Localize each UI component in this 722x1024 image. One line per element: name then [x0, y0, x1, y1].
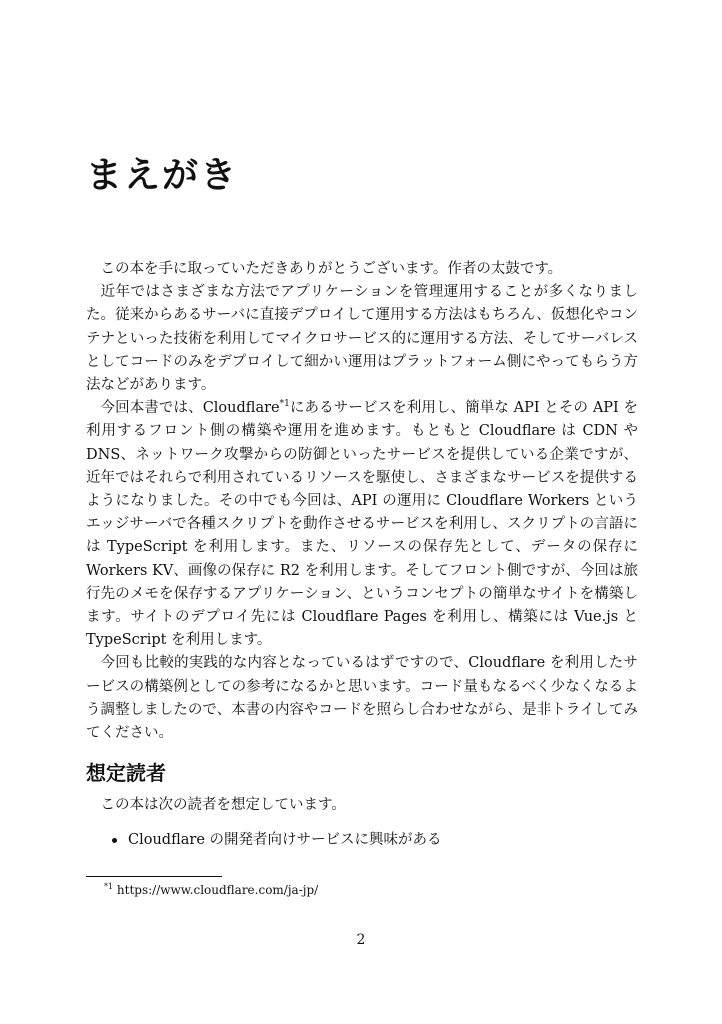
section-intro: この本は次の読者を想定しています。 [100, 797, 346, 813]
chapter-title: まえがき [86, 155, 239, 196]
paragraph-text-after-footnote: にあるサービスを利用し、簡単な API とその API を利用するフロント側の構築や運用を進めます。もともと Cloudflare は CDN や DNS、ネットワーク攻撃からの防御といったサービスを提供している企業ですが、近年ではそれらで利用されているリソースを駆使し、さまざまなサービスを提供するようになりました。その中でも今回は、API の運用に Cloudflare Workers というエッジサーバで各種スクリプトを動作させるサービスを利用し、スクリプトの言語には TypeScript を利用します。また、リソースの保存先として、データの保存に Workers KV、画像の保存に R2 を利用します。そしてフロント側ですが、今回は旅行先のメモを保存するアプリケーション、というコンセプトの簡単なサイトを構築します。サイトのデプロイ先には Cloudflare Pages を利用し、構築には Vue.js と TypeScript を利用します。 [86, 400, 638, 649]
section-title: 想定読者 [86, 761, 166, 785]
paragraph-text-before-footnote: 今回本書では、Cloudflare [100, 400, 280, 417]
footnote-url[interactable]: https://www.cloudflare.com/ja-jp/ [116, 883, 319, 897]
paragraph: 近年ではさまざまな方法でアプリケーションを管理運用することが多くなりました。従来からあるサーバに直接デプロイして運用する方法はもちろん、仮想化やコンテナといった技術を利用してマイクロサービス的に運用する方法、そしてサーバレスとしてコードのみをデプロイして細かい運用はプラットフォーム側にやってもらう方法などがあります。 [86, 284, 638, 394]
paragraph [86, 397, 638, 652]
paragraph: この本を手に取っていただきありがとうございます。作者の太鼓です。 [100, 261, 563, 277]
footnote-reference[interactable]: *1 [279, 399, 290, 410]
footnote-mark: *1 [104, 882, 114, 891]
list-item-text: Cloudflare の開発者向けサービスに興味がある [128, 832, 442, 848]
list-item [104, 829, 442, 852]
footnote [104, 880, 318, 900]
footnote-divider [86, 876, 222, 877]
body-text [86, 258, 638, 745]
page-number: 2 [356, 932, 366, 948]
reader-list [104, 829, 442, 852]
paragraph: 今回も比較的実践的な内容となっているはずですので、Cloudflare を利用したサービスの構築例としての参考になるかと思います。コード量もなるべく少なくなるよう調整しましたので、本書の内容やコードを照らし合わせながら、是非トライしてみてください。 [86, 655, 638, 742]
bullet-icon [112, 838, 117, 843]
